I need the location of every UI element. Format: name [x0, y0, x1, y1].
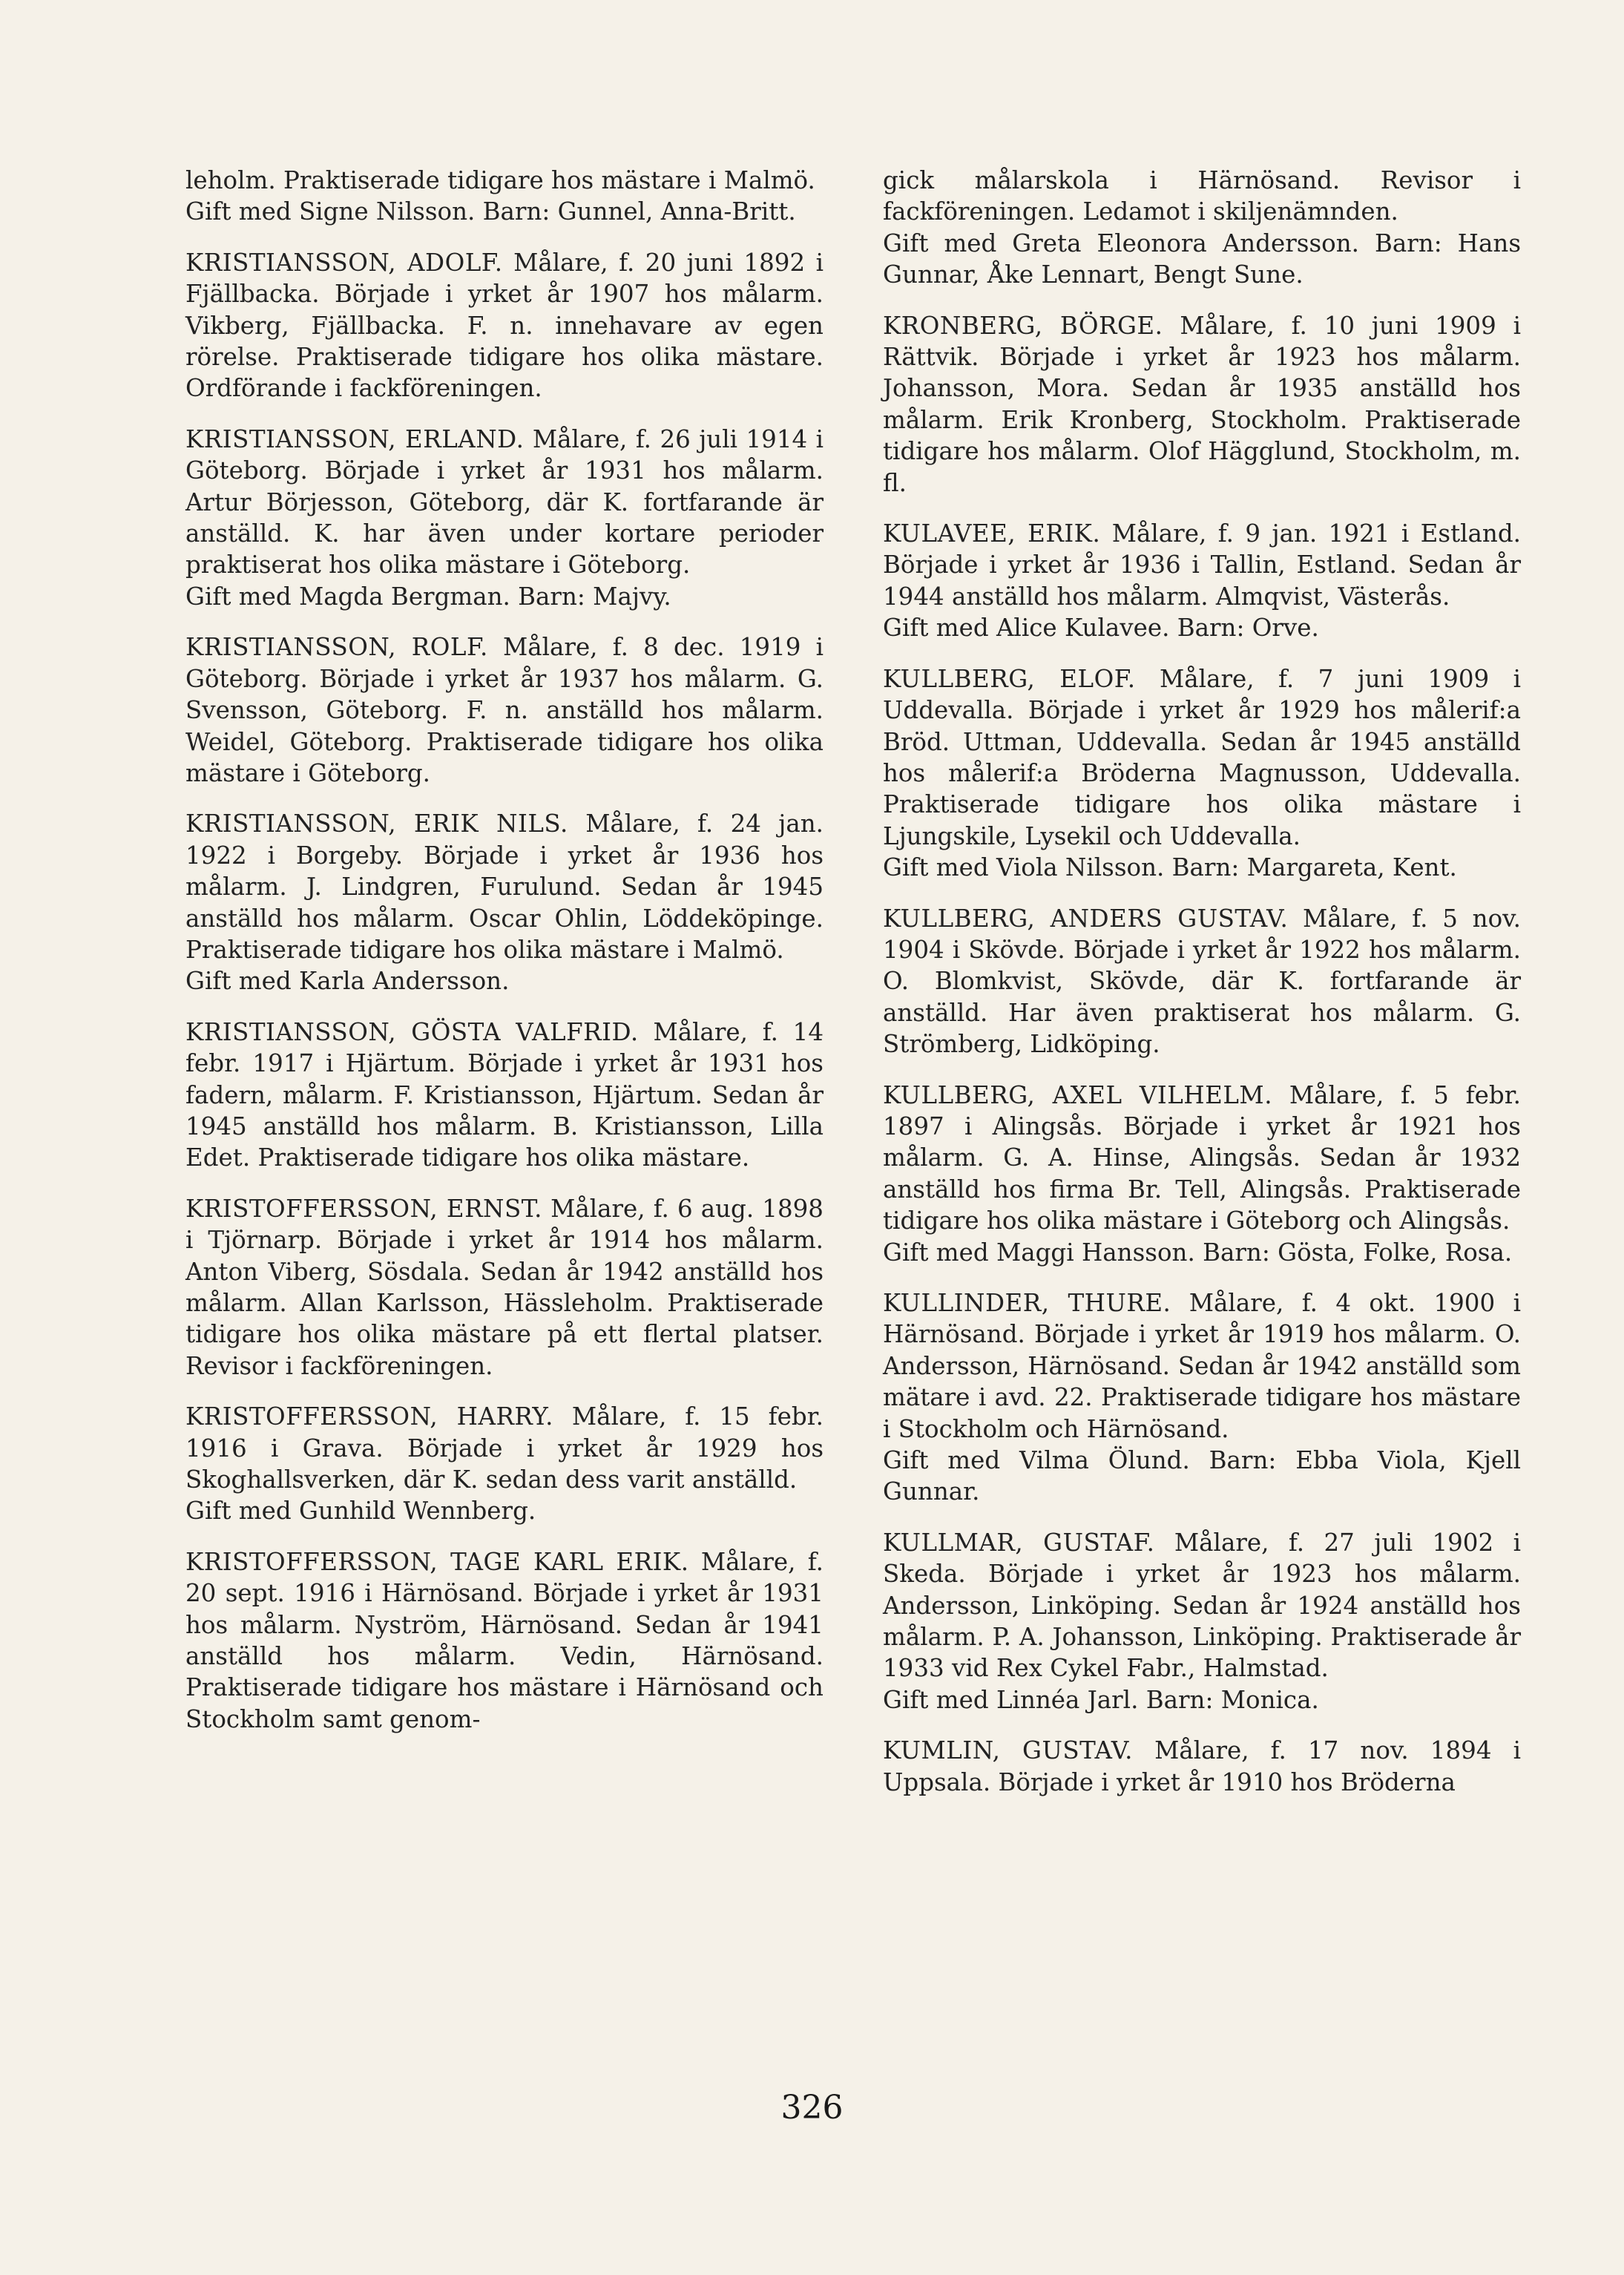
entry-body: Målare, f. 26 juli 1914 i Göteborg. Började i yrket år 1931 hos målarm. Artur Börjesson, Göteborg, där K. fortfarande är anställd. K. har även under kortare perioder praktiserat hos olika mästare i Göteborg.	[185, 424, 823, 580]
entry-text	[883, 1080, 1521, 1237]
biography-entry	[185, 247, 823, 404]
entry-text	[883, 903, 1521, 1060]
biography-entry	[883, 663, 1521, 884]
biography-entry	[883, 1527, 1521, 1716]
biography-entry	[883, 518, 1521, 644]
biography-entry	[185, 1401, 823, 1527]
entry-body: Målare, f. 27 juli 1902 i Skeda. Började i yrket år 1923 hos målarm. Andersson, Linköping. Sedan år 1924 anställd hos målarm. P. A. Johansson, Linköping. Praktiserade år 1933 vid Rex Cykel Fabr., Halmstad.	[883, 1528, 1521, 1683]
entry-text	[883, 165, 1521, 228]
biography-entry	[883, 903, 1521, 1060]
biography-entry	[185, 631, 823, 789]
entry-body: Målare, f. 4 okt. 1900 i Härnösand. Började i yrket år 1919 hos målarm. O. Andersson, Härnösand. Sedan år 1942 anställd som mätare i avd. 22. Praktiserade tidigare hos mästare i Stockholm och Härnösand.	[883, 1289, 1521, 1443]
entry-family: Gift med Viola Nilsson. Barn: Margareta, Kent.	[883, 853, 1457, 882]
entry-family: Gift med Greta Eleonora Andersson. Barn: Hans Gunnar, Åke Lennart, Bengt Sune.	[883, 229, 1521, 289]
entry-body: Målare, f. 5 febr. 1897 i Alingsås. Började i yrket år 1921 hos målarm. G. A. Hinse, Alingsås. Sedan år 1932 anställd hos firma Br. Tell, Alingsås. Praktiserade tidigare hos olika mästare i Göteborg och Alingsås.	[883, 1080, 1521, 1235]
biography-entry	[185, 424, 823, 612]
entry-body: Målare, f. 20 sept. 1916 i Härnösand. Började i yrket år 1931 hos målarm. Nyström, Härnösand. Sedan år 1941 anställd hos målarm. Vedin, Härnösand. Praktiserade tidigare hos mästare i Härnösand och Stockholm samt genom-	[185, 1547, 823, 1733]
biography-entry	[185, 165, 823, 228]
biography-entry	[185, 1546, 823, 1735]
entry-text	[185, 247, 823, 404]
entry-body: leholm. Praktiserade tidigare hos mästare i Malmö.	[185, 166, 815, 194]
entry-text	[185, 1193, 823, 1382]
entry-body: Målare, f. 5 nov. 1904 i Skövde. Började i yrket år 1922 hos målarm. O. Blomkvist, Skövde, där K. fortfarande är anställd. Har även praktiserat hos målarm. G. Strömberg, Lidköping.	[883, 904, 1521, 1059]
entry-family: Gift med Karla Andersson.	[185, 967, 510, 996]
entry-text	[185, 1546, 823, 1735]
entry-name: KRISTIANSSON, ERIK NILS.	[185, 810, 568, 838]
entry-name: KULLINDER, THURE.	[883, 1289, 1171, 1317]
biography-entry	[185, 1193, 823, 1382]
entry-name: KULLMAR, GUSTAF.	[883, 1528, 1155, 1557]
entry-body: gick målarskola i Härnösand. Revisor i fackföreningen. Ledamot i skiljenämnden.	[883, 166, 1521, 226]
entry-text	[883, 310, 1521, 499]
page-number: 326	[780, 2089, 844, 2127]
entry-name: KRISTIANSSON, ROLF.	[185, 633, 488, 662]
entry-name: KRISTIANSSON, ERLAND.	[185, 424, 525, 453]
entry-family: Gift med Gunhild Wennberg.	[185, 1497, 536, 1526]
entry-name: KULLBERG, ELOF.	[883, 664, 1136, 693]
entry-family: Gift med Linnéa Jarl. Barn: Monica.	[883, 1685, 1319, 1714]
entry-name: KRISTOFFERSSON, TAGE KARL ERIK.	[185, 1547, 689, 1576]
biography-entry	[185, 808, 823, 997]
entry-name: KRISTOFFERSSON, ERNST.	[185, 1194, 542, 1223]
entry-body: Målare, f. 9 jan. 1921 i Estland. Började i yrket år 1936 i Tallin, Estland. Sedan år 1944 anställd hos målarm. Almqvist, Västerås.	[883, 519, 1521, 611]
entry-family: Gift med Alice Kulavee. Barn: Orve.	[883, 614, 1319, 643]
entry-text	[185, 808, 823, 965]
entry-body: Målare, f. 24 jan. 1922 i Borgeby. Började i yrket år 1936 hos målarm. J. Lindgren, Furulund. Sedan år 1945 anställd hos målarm. Oscar Ohlin, Löddeköpinge. Praktiserade tidigare hos olika mästare i Malmö.	[185, 810, 823, 964]
entry-body: Målare, f. 10 juni 1909 i Rättvik. Började i yrket år 1923 hos målarm. Johansson, Mora. Sedan år 1935 anställd hos målarm. Erik Kronberg, Stockholm. Praktiserade tidigare hos målarm. Olof Hägglund, Stockholm, m. fl.	[883, 311, 1521, 497]
biography-entry	[883, 165, 1521, 291]
entry-text	[883, 1735, 1521, 1798]
entry-text	[883, 518, 1521, 612]
entry-text	[883, 1287, 1521, 1445]
entry-text	[185, 424, 823, 581]
entry-body: Målare, f. 6 aug. 1898 i Tjörnarp. Började i yrket år 1914 hos målarm. Anton Viberg, Sösdala. Sedan år 1942 anställd hos målarm. Allan Karlsson, Hässleholm. Praktiserade tidigare hos olika mästare på ett flertal platser. Revisor i fackföreningen.	[185, 1194, 823, 1380]
entry-name: KRISTIANSSON, GÖSTA VALFRID.	[185, 1017, 639, 1046]
entry-text	[185, 631, 823, 789]
entry-text	[883, 1527, 1521, 1684]
entry-text	[185, 1017, 823, 1174]
left-column	[185, 165, 823, 1754]
entry-name: KUMLIN, GUSTAV.	[883, 1736, 1133, 1765]
entry-name: KULLBERG, ANDERS GUSTAV.	[883, 904, 1289, 933]
entry-text	[883, 663, 1521, 852]
biography-entry	[883, 310, 1521, 499]
entry-family: Gift med Maggi Hansson. Barn: Gösta, Folke, Rosa.	[883, 1238, 1513, 1267]
biography-entry	[883, 1735, 1521, 1798]
biography-entry	[883, 1287, 1521, 1508]
entry-text	[185, 165, 823, 196]
biography-entry	[185, 1017, 823, 1174]
entry-body: Målare, f. 15 febr. 1916 i Grava. Började i yrket år 1929 hos Skoghallsverken, där K. sedan dess varit anställd.	[185, 1402, 823, 1494]
entry-text	[185, 1401, 823, 1495]
right-column	[883, 165, 1521, 1817]
entry-family: Gift med Signe Nilsson. Barn: Gunnel, Anna-Britt.	[185, 197, 796, 226]
entry-family: Gift med Vilma Ölund. Barn: Ebba Viola, Kjell Gunnar.	[883, 1446, 1521, 1506]
entry-name: KULLBERG, AXEL VILHELM.	[883, 1080, 1273, 1109]
entry-body: Målare, f. 8 dec. 1919 i Göteborg. Började i yrket år 1937 hos målarm. G. Svensson, Göteborg. F. n. anställd hos målarm. Weidel, Göteborg. Praktiserade tidigare hos olika mästare i Göteborg.	[185, 633, 824, 787]
biography-entry	[883, 1080, 1521, 1268]
entry-name: KRONBERG, BÖRGE.	[883, 311, 1163, 340]
entry-body: Målare, f. 14 febr. 1917 i Hjärtum. Började i yrket år 1931 hos fadern, målarm. F. Kristiansson, Hjärtum. Sedan år 1945 anställd hos målarm. B. Kristiansson, Lilla Edet. Praktiserade tidigare hos olika mästare.	[185, 1017, 823, 1172]
entry-name: KRISTOFFERSSON, HARRY.	[185, 1402, 553, 1431]
entry-body: Målare, f. 20 juni 1892 i Fjällbacka. Började i yrket år 1907 hos målarm. Vikberg, Fjällbacka. F. n. innehavare av egen rörelse. Praktiserade tidigare hos olika mästare. Ordförande i fackföreningen.	[185, 248, 823, 403]
entry-body: Målare, f. 7 juni 1909 i Uddevalla. Började i yrket år 1929 hos målerif:a Bröd. Uttman, Uddevalla. Sedan år 1945 anställd hos målerif:a Bröderna Magnusson, Uddevalla. Praktiserade tidigare hos olika mästare i Ljungskile, Lysekil och Uddevalla.	[883, 664, 1521, 850]
entry-family: Gift med Magda Bergman. Barn: Majvy.	[185, 582, 671, 611]
entry-body: Målare, f. 17 nov. 1894 i Uppsala. Började i yrket år 1910 hos Bröderna	[883, 1736, 1521, 1796]
entry-name: KULAVEE, ERIK.	[883, 519, 1101, 548]
entry-name: KRISTIANSSON, ADOLF.	[185, 248, 503, 277]
